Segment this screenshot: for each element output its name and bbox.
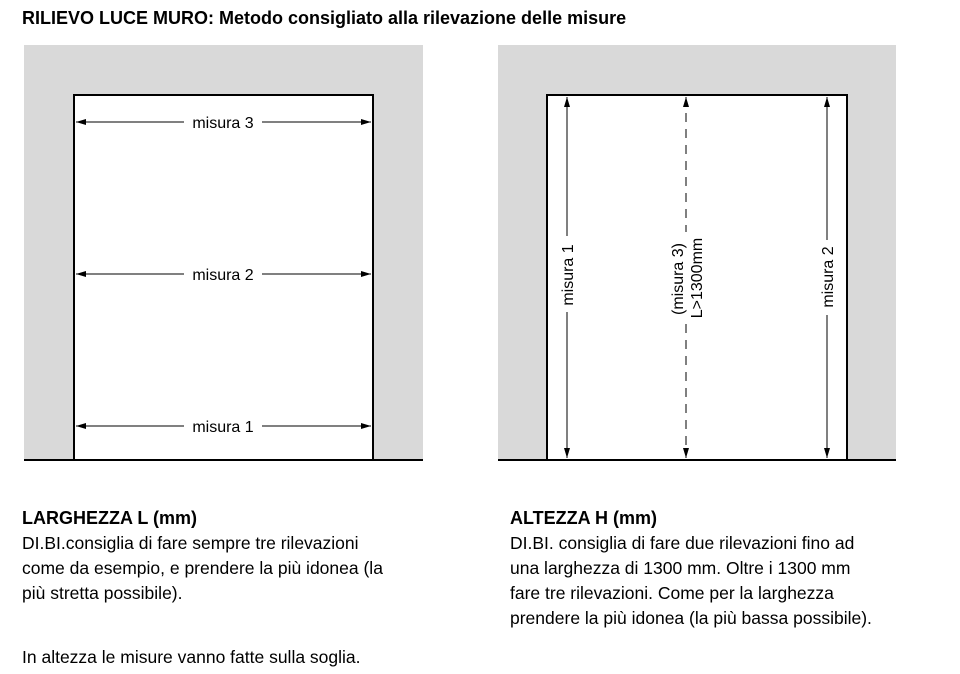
height-heading: ALTEZZA H (mm) bbox=[510, 508, 657, 528]
height-text-line: una larghezza di 1300 mm. Oltre i 1300 mm bbox=[510, 558, 851, 578]
right-label-misura-2: misura 2 bbox=[820, 246, 837, 308]
right-label-misura-3: (misura 3) bbox=[670, 242, 687, 316]
right-label-condition: L>1300mm bbox=[689, 237, 706, 319]
left-label-misura-1: misura 1 bbox=[192, 419, 254, 436]
height-text-line: DI.BI. consiglia di fare due rilevazioni fino ad bbox=[510, 533, 855, 553]
page-title: RILIEVO LUCE MURO: Metodo consigliato alla rilevazione delle misure bbox=[22, 8, 627, 28]
left-wall-opening bbox=[24, 45, 423, 460]
width-text-line: come da esempio, e prendere la più idonea (la bbox=[22, 558, 383, 578]
height-text-line: prendere la più idonea (la più bassa possibile). bbox=[510, 608, 872, 628]
width-text-line: DI.BI.consiglia di fare sempre tre rilevazioni bbox=[22, 533, 359, 553]
height-threshold-note: In altezza le misure vanno fatte sulla soglia. bbox=[22, 647, 361, 667]
height-text-line: fare tre rilevazioni. Come per la larghezza bbox=[510, 583, 834, 603]
width-heading: LARGHEZZA L (mm) bbox=[22, 508, 197, 528]
right-wall-opening bbox=[498, 45, 896, 460]
left-label-misura-3: misura 3 bbox=[192, 115, 254, 132]
width-text-line: più stretta possibile). bbox=[22, 583, 183, 603]
height-section bbox=[510, 506, 950, 631]
width-section bbox=[22, 506, 462, 606]
left-label-misura-2: misura 2 bbox=[192, 267, 254, 284]
right-label-misura-1: misura 1 bbox=[560, 244, 577, 306]
